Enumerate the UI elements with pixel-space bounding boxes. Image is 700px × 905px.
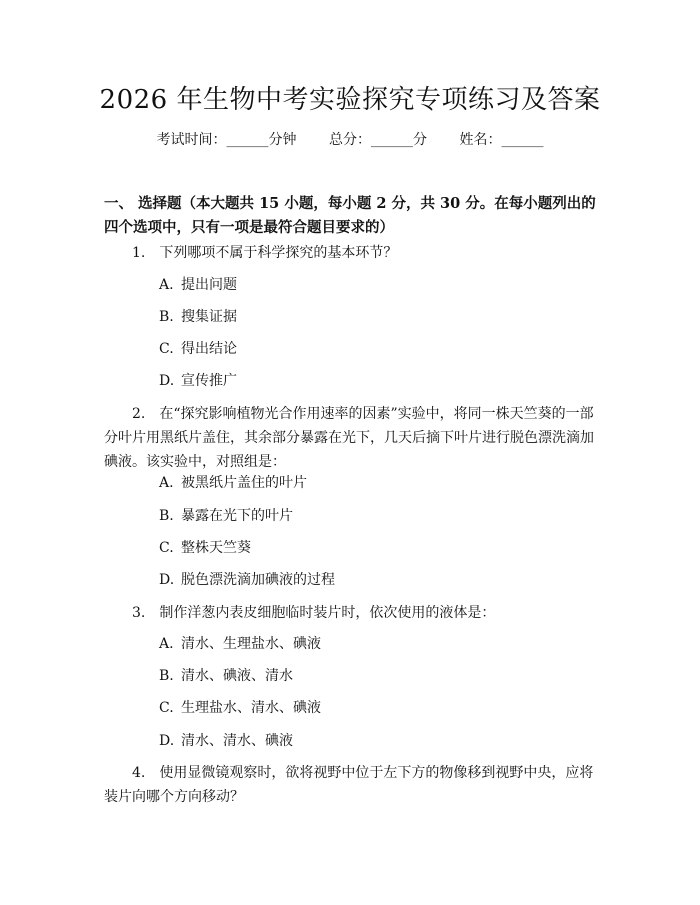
option-text: 清水、碘液、清水 — [181, 668, 293, 684]
section-heading: 一、 选择题（本大题共 15 小题，每小题 2 分，共 30 分。在每小题列出的四个选项中，只有一项是最符合题目要求的） — [104, 195, 596, 236]
question-3-option-c — [159, 698, 321, 718]
question-3-option-d — [159, 731, 293, 751]
exam-time-field: 考试时间：______分钟 — [156, 132, 297, 148]
question-3-option-a — [159, 634, 321, 654]
question-2-number: 2. — [132, 406, 146, 422]
question-1-option-b — [159, 307, 237, 327]
option-text: 清水、清水、碘液 — [181, 733, 293, 749]
question-1-option-c — [159, 339, 237, 359]
question-2-option-b — [159, 506, 293, 526]
option-text: 提出问题 — [181, 277, 237, 293]
option-letter: A. — [159, 277, 174, 293]
option-text: 宣传推广 — [181, 373, 237, 389]
option-letter: D. — [159, 733, 175, 749]
question-1-stem — [104, 241, 604, 265]
option-text: 整株天竺葵 — [181, 540, 251, 556]
question-1-number: 1. — [132, 245, 146, 261]
question-3-text: 制作洋葱内表皮细胞临时装片时，依次使用的液体是： — [159, 605, 496, 621]
option-text: 暴露在光下的叶片 — [181, 508, 293, 524]
option-letter: A. — [159, 475, 174, 491]
option-letter: A. — [159, 636, 174, 652]
option-letter: D. — [159, 572, 175, 588]
question-1-option-d — [159, 371, 237, 391]
option-text: 清水、生理盐水、碘液 — [181, 636, 321, 652]
question-2-option-a — [159, 473, 307, 493]
question-2-stem — [104, 402, 604, 474]
option-letter: B. — [159, 668, 174, 684]
option-text: 脱色漂洗滴加碘液的过程 — [181, 572, 335, 588]
question-3-number: 3. — [132, 605, 146, 621]
question-4-stem — [104, 761, 604, 809]
question-3-stem — [104, 601, 604, 625]
question-2-text: 在“探究影响植物光合作用速率的因素”实验中，将同一株天竺葵的一部分叶片用黑纸片盖住，其余部分暴露在光下，几天后摘下叶片进行脱色漂洗滴加碘液。该实验中，对照组是： — [104, 406, 594, 470]
question-1-option-a — [159, 275, 237, 295]
option-letter: D. — [159, 373, 175, 389]
option-text: 生理盐水、清水、碘液 — [181, 700, 321, 716]
total-score-field: 总分：______分 — [329, 132, 427, 148]
question-4-number: 4. — [132, 765, 146, 781]
option-letter: B. — [159, 508, 174, 524]
option-text: 得出结论 — [181, 341, 237, 357]
question-2-option-c — [159, 538, 251, 558]
option-text: 被黑纸片盖住的叶片 — [181, 475, 307, 491]
option-letter: C. — [159, 341, 174, 357]
option-letter: B. — [159, 309, 174, 325]
option-letter: C. — [159, 700, 174, 716]
question-4-text: 使用显微镜观察时，欲将视野中位于左下方的物像移到视野中央，应将装片向哪个方向移动？ — [104, 765, 594, 805]
student-name-field: 姓名：______ — [459, 132, 544, 148]
page-title: 2026 年生物中考实验探究专项练习及答案 — [99, 85, 601, 115]
question-2-option-d — [159, 570, 335, 590]
question-1-text: 下列哪项不属于科学探究的基本环节？ — [159, 245, 398, 261]
question-3-option-b — [159, 666, 293, 686]
option-letter: C. — [159, 540, 174, 556]
exam-info-line — [0, 130, 700, 150]
option-text: 搜集证据 — [181, 309, 237, 325]
